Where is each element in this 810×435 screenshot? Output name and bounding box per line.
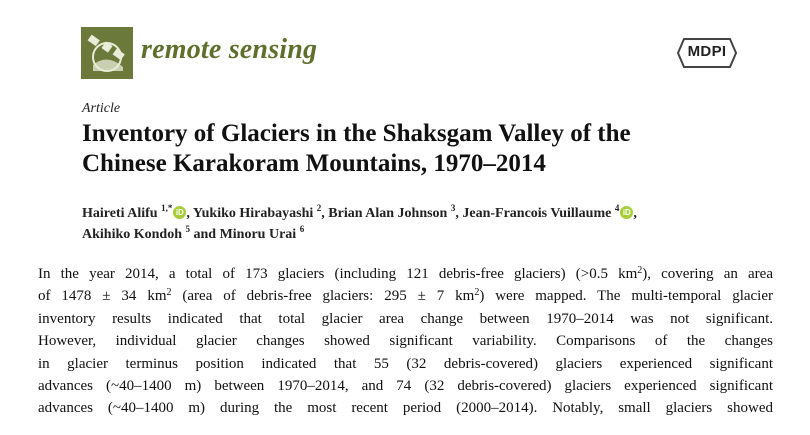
author-separator: , <box>321 206 329 221</box>
article-type: Article <box>82 101 121 116</box>
abstract-line: in glacier terminus position indicated that 55 (32 debris-covered) glaciers experienced significant <box>38 355 773 372</box>
author-name[interactable]: Haireti Alifu <box>82 206 162 221</box>
author-separator: and <box>190 227 220 242</box>
orcid-icon[interactable]: iD <box>620 206 633 219</box>
author-affiliation: 5 <box>185 224 190 234</box>
author-name[interactable]: Brian Alan Johnson <box>328 206 451 221</box>
abstract-text <box>38 263 773 420</box>
mdpi-logo-text: MDPI <box>687 43 727 60</box>
author-name[interactable]: Jean-Francois Vuillaume <box>462 206 615 221</box>
author-name[interactable]: Minoru Urai <box>219 227 300 242</box>
journal-name[interactable]: remote sensing <box>141 34 318 65</box>
author-separator: , <box>455 206 463 221</box>
author-name[interactable]: Yukiko Hirabayashi <box>192 206 317 221</box>
author-affiliation: 2 <box>316 203 322 213</box>
abstract-line: of 1478 ± 34 $km^2$ (area of debris-free glaciers: 295 ± 7 $km^2$) were mapped. The multi-temporal glacier <box>38 287 774 305</box>
author-separator: , <box>633 206 637 221</box>
journal-logo <box>81 27 133 79</box>
author-separator: , <box>186 206 193 221</box>
abstract-line: inventory results indicated that total glacier area change between 1970–2014 was not significant. <box>38 310 773 327</box>
abstract-line: In the year 2014, a total of 173 glaciers (including 121 debris-free glaciers) (>0.5 $km^2$), covering an area <box>38 265 773 282</box>
mdpi-logo[interactable] <box>676 37 738 69</box>
author-affiliation: 4 <box>614 203 620 213</box>
satellite-icon <box>81 27 133 79</box>
abstract-line: advances (~40–1400 m) between 1970–2014, and 74 (32 debris-covered) glaciers experienced significant <box>38 378 773 395</box>
abstract-line: advances (~40–1400 m) during the most recent period (2000–2014). Notably, small glaciers showed <box>38 400 773 417</box>
author-affiliation: 6 <box>299 224 305 234</box>
title-line-2: Chinese Karakoram Mountains, 1970–2014 <box>82 150 546 177</box>
author-affiliation: 3 <box>450 203 456 213</box>
article-title <box>82 119 772 179</box>
author-list <box>82 203 782 245</box>
title-line-1: Inventory of Glaciers in the Shaksgam Valley of the <box>82 120 631 147</box>
orcid-icon[interactable]: iD <box>173 206 186 219</box>
author-name[interactable]: Akihiko Kondoh <box>82 227 186 242</box>
author-affiliation: 1,* <box>161 203 173 213</box>
abstract-line: However, individual glacier changes showed significant variability. Comparisons of the changes <box>38 333 773 350</box>
